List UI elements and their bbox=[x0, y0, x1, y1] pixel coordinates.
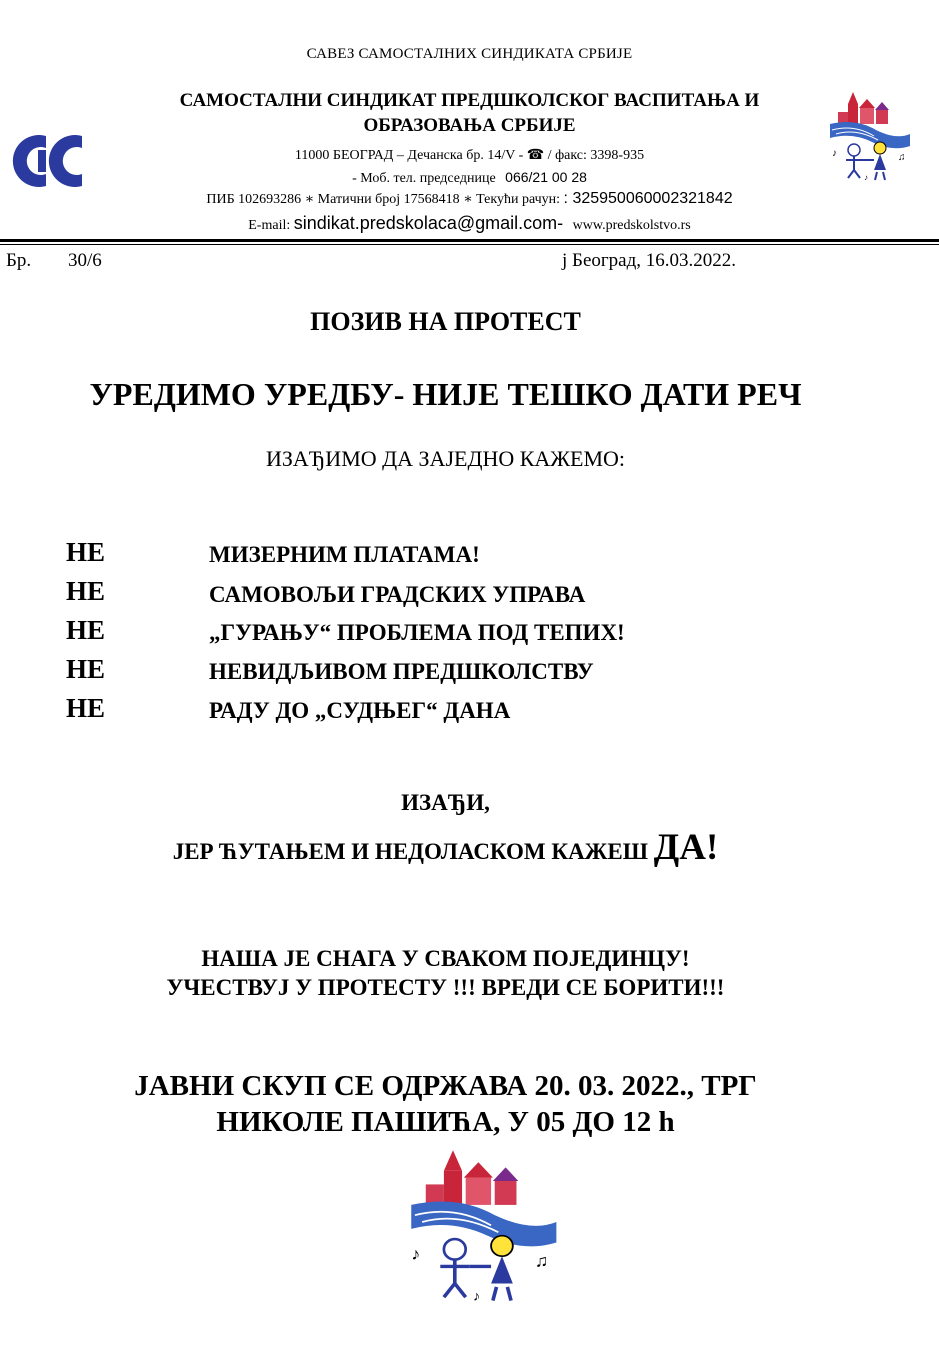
email-link[interactable]: sindikat.predskolaca@gmail.com- bbox=[293, 213, 564, 233]
da-emphasis: ДА! bbox=[653, 827, 719, 868]
rally-line1: ЈАВНИ СКУП СЕ ОДРЖАВА 20. 03. 2022., ТРГ bbox=[134, 1070, 757, 1102]
kindergarten-logo-large bbox=[404, 1140, 560, 1304]
union-name bbox=[0, 88, 939, 138]
email-label: E-mail: bbox=[248, 218, 294, 233]
svg-text:♪: ♪ bbox=[411, 1244, 421, 1264]
svg-text:♪: ♪ bbox=[472, 1288, 481, 1304]
federation-name: САВЕЗ САМОСТАЛНИХ СИНДИКАТА СРБИЈЕ bbox=[306, 46, 633, 62]
svg-text:♪: ♪ bbox=[864, 173, 868, 182]
no-item-ne: НЕ bbox=[66, 576, 106, 606]
slogan: УРЕДИМО УРЕДБУ- НИЈЕ ТЕШКО ДАТИ РЕЧ bbox=[89, 376, 802, 412]
reference-number-label: Бр. bbox=[6, 250, 32, 271]
no-item-text: МИЗЕРНИМ ПЛАТАМА! bbox=[209, 542, 480, 567]
town-children-icon bbox=[404, 1140, 560, 1304]
website-link[interactable]: www.predskolstvo.rs bbox=[572, 218, 691, 233]
svg-text:♫: ♫ bbox=[534, 1250, 549, 1271]
union-name-line2: ОБРАЗОВАЊА СРБИЈЕ bbox=[363, 115, 576, 136]
svg-text:♪: ♪ bbox=[832, 148, 837, 159]
no-item-text: НЕВИДЉИВОМ ПРЕДШКОЛСТВУ bbox=[209, 659, 594, 684]
no-item-ne: НЕ bbox=[66, 537, 106, 567]
reference-number: 30/6 bbox=[68, 250, 102, 271]
ids-line bbox=[0, 190, 939, 208]
ids-label: ПИБ 102693286 ∗ Матични број 17568418 ∗ Текући рачун: bbox=[206, 192, 564, 207]
mobile-label: - Моб. тел. председнице bbox=[352, 171, 496, 186]
document-title: ПОЗИВ НА ПРОТЕСТ bbox=[310, 307, 581, 336]
address-line: 11000 БЕОГРАД – Дечанска бр. 14/V - ☎ / факс: 3398-935 bbox=[294, 148, 645, 163]
no-item-ne: НЕ bbox=[66, 615, 106, 645]
svg-text:♫: ♫ bbox=[898, 152, 906, 163]
union-name-line1: САМОСТАЛНИ СИНДИКАТ ПРЕДШКОЛСКОГ ВАСПИТАЊА И bbox=[179, 90, 760, 111]
strength-message bbox=[0, 944, 915, 1002]
kindergarten-logo-small bbox=[826, 86, 912, 182]
no-item-text: „ГУРАЊУ“ ПРОБЛЕМА ПОД ТЕПИХ! bbox=[209, 620, 625, 645]
call-to-action: ИЗАЂИ, bbox=[401, 790, 490, 815]
silence-line bbox=[0, 826, 915, 869]
subtitle: ИЗАЂИМО ДА ЗАЈЕДНО КАЖЕМО: bbox=[265, 446, 626, 471]
no-item-text: САМОВОЉИ ГРАДСКИХ УПРАВА bbox=[209, 582, 586, 607]
silence-text: ЈЕР ЋУТАЊЕМ И НЕДОЛАСКОМ КАЖЕШ bbox=[172, 839, 654, 864]
no-item-ne: НЕ bbox=[66, 654, 106, 684]
place-date: ј Београд, 16.03.2022. bbox=[562, 250, 737, 271]
account-number: : 325950060002321842 bbox=[563, 190, 733, 207]
strength-line2: УЧЕСТВУЈ У ПРОТЕСТУ !!! ВРЕДИ СЕ БОРИТИ!!! bbox=[166, 975, 725, 1000]
header-divider-thin bbox=[0, 244, 939, 245]
strength-line1: НАША ЈЕ СНАГА У СВАКОМ ПОЈЕДИНЦУ! bbox=[201, 946, 690, 971]
mobile-line bbox=[0, 169, 939, 187]
no-item-text: РАДУ ДО „СУДЊЕГ“ ДАНА bbox=[209, 698, 511, 723]
rally-info bbox=[0, 1068, 915, 1140]
contact-line bbox=[0, 213, 939, 234]
header-divider-thick bbox=[0, 239, 939, 242]
rally-line2: НИКОЛЕ ПАШИЋА, У 05 ДО 12 h bbox=[216, 1106, 675, 1138]
town-children-icon bbox=[826, 86, 912, 182]
no-item-ne: НЕ bbox=[66, 693, 106, 723]
mobile-number: 066/21 00 28 bbox=[505, 169, 587, 185]
